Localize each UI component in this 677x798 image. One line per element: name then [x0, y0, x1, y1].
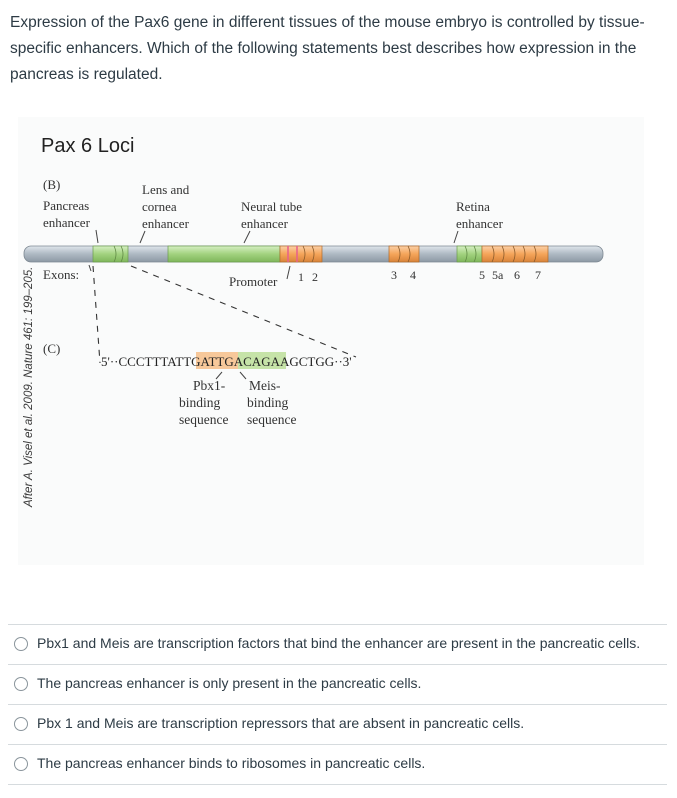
neural-label-2: enhancer	[241, 216, 288, 231]
exon-6-label: 6	[514, 268, 520, 282]
answer-option-4[interactable]	[8, 744, 667, 785]
meis-label-2: binding	[247, 395, 289, 410]
retina-label-2: enhancer	[456, 216, 503, 231]
enhancer-sequence	[101, 354, 352, 369]
panel-b-label: (B)	[43, 177, 61, 192]
lens-label-3: enhancer	[142, 216, 189, 231]
exons-label: Exons:	[43, 267, 80, 282]
radio-button-icon[interactable]	[14, 757, 28, 771]
answer-option-label[interactable]: The pancreas enhancer binds to ribosomes in pancreatic cells.	[37, 755, 426, 771]
exon-4-label: 4	[410, 268, 416, 282]
answer-option-2[interactable]	[8, 664, 667, 704]
panel-c-label: (C)	[43, 341, 61, 356]
radio-button-icon[interactable]	[14, 717, 28, 731]
exon-5-label: 5	[479, 268, 485, 282]
exon-block-3-4	[389, 246, 419, 262]
lens-label-1: Lens and	[142, 182, 190, 197]
figure-credit: After A. Visel et al. 2009. Nature 461: 199–205.	[23, 266, 35, 507]
meis-label-1: Meis-	[249, 378, 281, 393]
answer-option-1[interactable]	[8, 624, 667, 664]
radio-button-icon[interactable]	[14, 637, 28, 651]
sequence-suffix: GAAGCTGG··3'	[261, 354, 352, 369]
pancreas-label-1: Pancreas	[43, 198, 90, 213]
exon-5a-label: 5a	[492, 268, 504, 282]
pbx1-label-1: Pbx1-	[193, 378, 226, 393]
answer-options	[8, 624, 667, 785]
exon-3-label: 3	[391, 268, 397, 282]
sequence-meis-site: TGACA	[216, 354, 262, 369]
answer-option-3[interactable]	[8, 704, 667, 744]
figure-title: Pax 6 Loci	[41, 135, 135, 157]
pax6-loci-figure	[18, 117, 644, 565]
answer-option-label[interactable]: Pbx1 and Meis are transcription factors that bind the enhancer are present in the pancreatic cells.	[37, 635, 641, 651]
exon-7-label: 7	[535, 268, 541, 282]
exon-2-label: 2	[312, 270, 318, 284]
pbx1-label-2: binding	[179, 395, 221, 410]
pbx1-label-3: sequence	[179, 412, 229, 427]
meis-label-3: sequence	[247, 412, 297, 427]
sequence-pbx1-site: TGAT	[183, 354, 217, 369]
sequence-prefix: 5'··CCCTTTAT	[101, 354, 184, 369]
exon-block-promoter	[280, 246, 322, 262]
lens-enhancer-block	[168, 246, 280, 262]
pax6-gene-locus	[24, 246, 603, 262]
promoter-label: Promoter	[229, 274, 278, 289]
retina-enhancer-block	[457, 246, 482, 262]
pancreas-label-2: enhancer	[43, 215, 90, 230]
retina-label-1: Retina	[456, 199, 490, 214]
answer-option-label[interactable]: The pancreas enhancer is only present in the pancreatic cells.	[37, 675, 422, 691]
radio-button-icon[interactable]	[14, 677, 28, 691]
lens-label-2: cornea	[142, 199, 177, 214]
question-text: Expression of the Pax6 gene in different tissues of the mouse embryo is controlled by tissue-specific enhancers. Which of the following statements best describes how expression in the pancreas is regulated.	[10, 14, 645, 83]
answer-option-label[interactable]: Pbx 1 and Meis are transcription repressors that are absent in pancreatic cells.	[37, 715, 525, 731]
neural-label-1: Neural tube	[241, 199, 303, 214]
exon-1-label: 1	[298, 270, 304, 284]
